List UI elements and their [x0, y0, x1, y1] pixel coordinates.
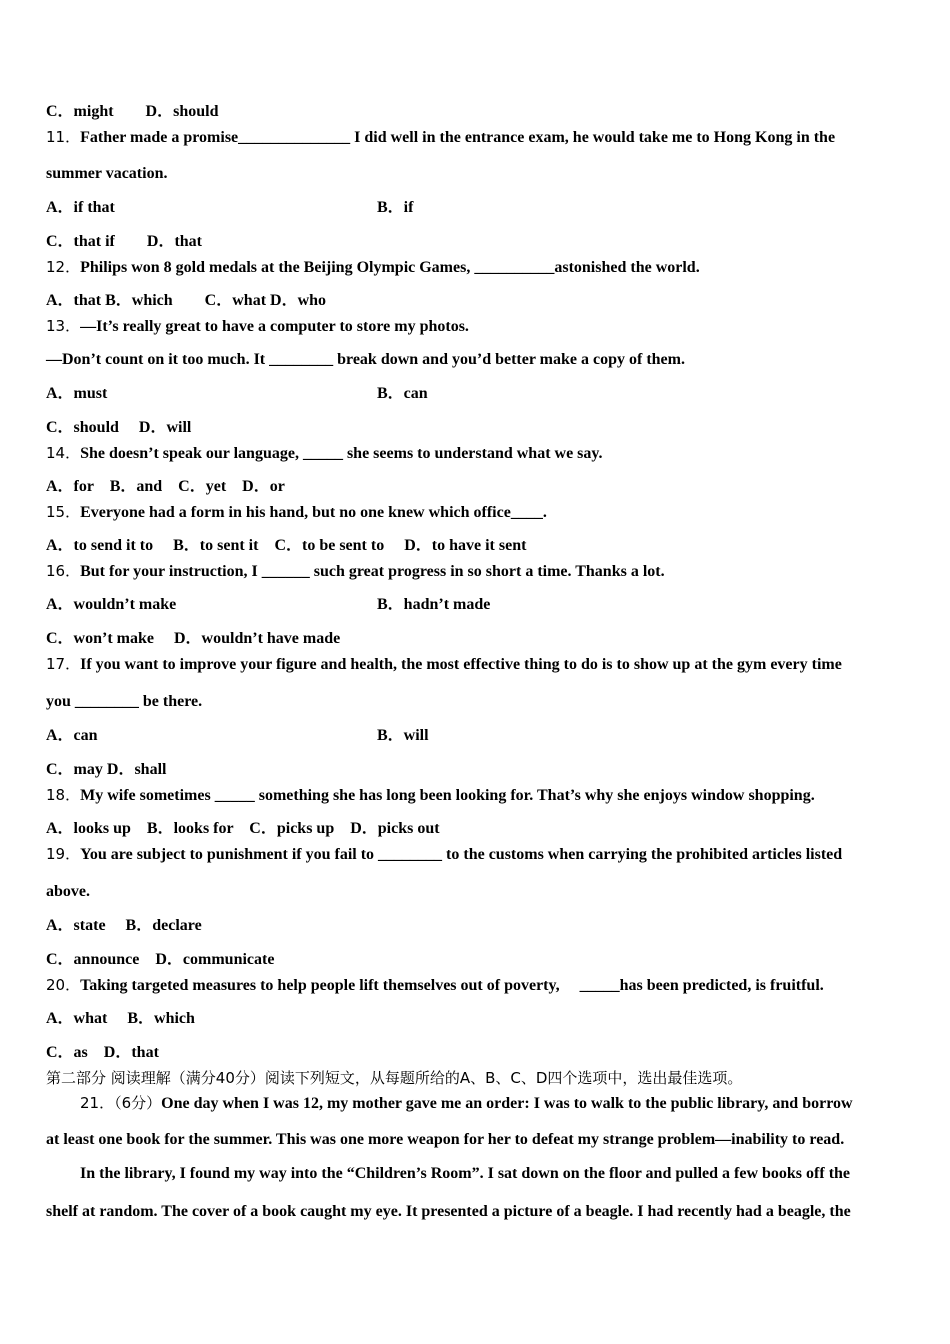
question-21-number: 21．（6分）	[80, 1094, 162, 1112]
question-12-stem-text: Philips won 8 gold medals at the Beijing Olympic Games, __________astonished the world.	[80, 259, 700, 276]
question-20-stem	[46, 975, 824, 996]
question-18-stem	[46, 785, 815, 806]
question-16-option-a: A．wouldn’t make	[46, 596, 177, 613]
question-20-number: 20．	[46, 976, 81, 994]
question-14-stem	[46, 443, 603, 464]
question-19-stem-line2: above.	[46, 883, 90, 900]
question-11-stem-line1: Father made a promise______________ I did well in the entrance exam, he would take me to Hong Kong in the	[80, 129, 836, 146]
question-13-stem	[46, 316, 469, 337]
question-12-options: A．that B．which C．what D．who	[46, 292, 327, 309]
question-15-stem	[46, 502, 547, 523]
question-17-number: 17．	[46, 655, 81, 673]
question-11-option-b: B．if	[377, 199, 414, 216]
question-14-number: 14．	[46, 444, 81, 462]
question-19-number: 19．	[46, 845, 81, 863]
question-16-stem	[46, 561, 665, 582]
question-12-stem	[46, 257, 700, 278]
part-two-heading: 第二部分 阅读理解（满分40分）阅读下列短文，从每题所给的A、B、C、D四个选项中，选出最佳选项。	[46, 1069, 743, 1087]
question-14-options: A．for B．and C．yet D．or	[46, 478, 285, 495]
question-18-number: 18．	[46, 786, 81, 804]
question-13-option-b: B．can	[377, 385, 428, 402]
passage-21-para1-text: One day when I was 12, my mother gave me an order: I was to walk to the public library, and borrow	[161, 1095, 853, 1112]
question-13-option-a: A．must	[46, 385, 108, 402]
question-17-option-a: A．can	[46, 727, 98, 744]
question-17-option-b: B．will	[377, 727, 429, 744]
question-15-options: A．to send it to B．to sent it C．to be sent to D．to have it sent	[46, 537, 527, 554]
passage-21-para2-line1: In the library, I found my way into the “Children’s Room”. I sat down on the floor and pulled a few books off the	[80, 1165, 851, 1182]
question-13-options-cd: C．should D．will	[46, 419, 192, 436]
question-17-options-cd: C．may D．shall	[46, 761, 167, 778]
question-20-options-cd: C．as D．that	[46, 1044, 159, 1061]
passage-21-para1-line2: at least one book for the summer. This was one more weapon for her to defeat my strange problem—inability to read.	[46, 1131, 845, 1148]
question-15-stem-text: Everyone had a form in his hand, but no one knew which office____.	[80, 504, 547, 521]
question-13-stem-line1: —It’s really great to have a computer to store my photos.	[80, 318, 469, 335]
question-17-stem-line1: If you want to improve your figure and health, the most effective thing to do is to show up at the gym every time	[80, 656, 842, 673]
question-19-options-ab: A．state B．declare	[46, 917, 202, 934]
question-11-stem-line2: summer vacation.	[46, 165, 168, 182]
question-12-number: 12．	[46, 258, 81, 276]
question-16-number: 16．	[46, 562, 81, 580]
question-15-number: 15．	[46, 503, 81, 521]
question-16-stem-text: But for your instruction, I ______ such great progress in so short a time. Thanks a lot.	[80, 563, 665, 580]
question-11-option-a: A．if that	[46, 199, 115, 216]
question-17-stem-line2: you ________ be there.	[46, 693, 203, 710]
question-19-stem-line1: You are subject to punishment if you fail to ________ to the customs when carrying the prohibited articles listed	[80, 846, 843, 863]
q10-options-cd: C．might D．should	[46, 103, 219, 120]
question-13-number: 13．	[46, 317, 81, 335]
question-16-option-b: B．hadn’t made	[377, 596, 491, 613]
question-20-options-ab: A．what B．which	[46, 1010, 195, 1027]
passage-21-para1-line1	[80, 1093, 853, 1114]
question-11-options-cd: C．that if D．that	[46, 233, 202, 250]
question-14-stem-text: She doesn’t speak our language, _____ she seems to understand what we say.	[80, 445, 603, 462]
question-17-stem	[46, 654, 842, 675]
passage-21-para2-line2: shelf at random. The cover of a book caught my eye. It presented a picture of a beagle. I had recently had a beagle, the	[46, 1203, 851, 1220]
question-18-options: A．looks up B．looks for C．picks up D．picks out	[46, 820, 440, 837]
question-20-stem-text: Taking targeted measures to help people lift themselves out of poverty, _____has been predicted, is fruitful.	[80, 977, 824, 994]
question-11-number: 11．	[46, 128, 81, 146]
question-19-stem	[46, 844, 842, 865]
question-19-options-cd: C．announce D．communicate	[46, 951, 275, 968]
question-13-stem-line2: —Don’t count on it too much. It ________ break down and you’d better make a copy of them.	[46, 351, 685, 368]
question-16-options-cd: C．won’t make D．wouldn’t have made	[46, 630, 341, 647]
question-18-stem-text: My wife sometimes _____ something she has long been looking for. That’s why she enjoys window shopping.	[80, 787, 815, 804]
question-11-stem	[46, 127, 835, 148]
